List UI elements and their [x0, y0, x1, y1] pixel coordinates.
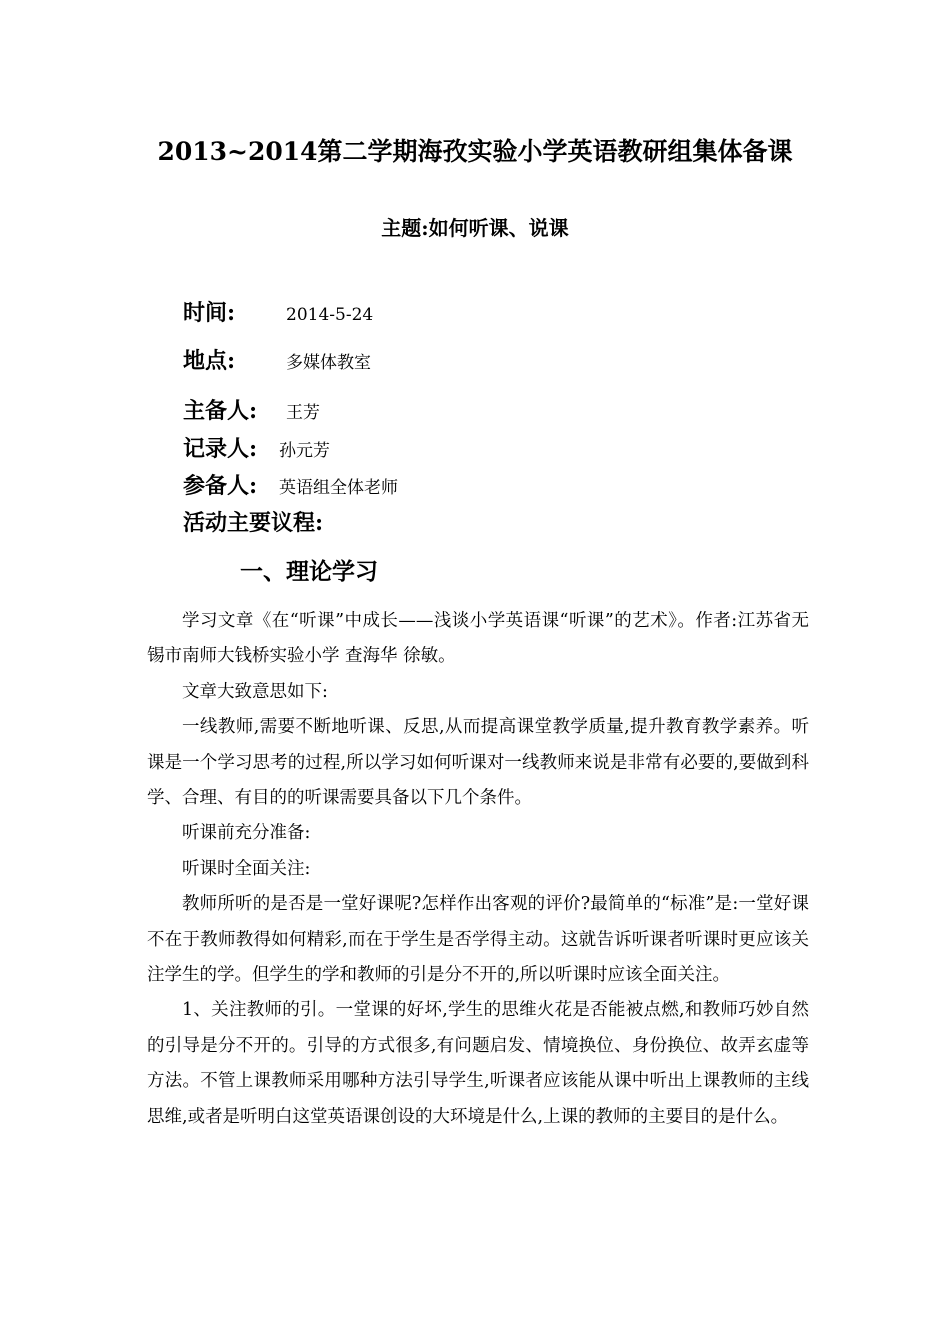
meta-place-row: [183, 344, 371, 375]
meta-recorder-row: [183, 432, 330, 463]
meta-recorder-label: 记录人:: [183, 436, 258, 462]
meta-host-value: 王芳: [286, 403, 320, 423]
agenda-heading: 活动主要议程:: [183, 510, 324, 536]
meta-time-value: 2014-5-24: [286, 305, 374, 325]
meta-time-label: 时间:: [183, 300, 236, 326]
section-heading: 一、理论学习: [240, 558, 378, 585]
document-subtitle: 主题:如何听课、说课: [381, 216, 569, 240]
meta-host-row: [183, 394, 320, 425]
paragraph: 学习文章《在“听课”中成长——浅谈小学英语课“听课”的艺术》。作者:江苏省无锡市南师大钱桥实验小学 查海华 徐敏。: [147, 611, 809, 667]
meta-participants-row: [183, 469, 398, 500]
meta-time-row: [183, 296, 373, 327]
meta-recorder-value: 孙元芳: [279, 441, 330, 461]
paragraph: 教师所听的是否是一堂好课呢?怎样作出客观的评价?最简单的“标准”是:一堂好课不在于教师教得如何精彩,而在于学生是否学得主动。这就告诉听课者听课时更应该关注学生的学。但学生的学和教师的引是分不开的,所以听课时应该全面关注。: [147, 894, 809, 986]
meta-place-value: 多媒体教室: [286, 353, 371, 373]
paragraph: 听课前充分准备:: [182, 823, 311, 844]
meta-host-label: 主备人:: [183, 398, 258, 424]
meta-place-label: 地点:: [183, 348, 236, 374]
paragraph: 1、关注教师的引。一堂课的好坏,学生的思维火花是否能被点燃,和教师巧妙自然的引导是分不开的。引导的方式很多,有问题启发、情境换位、身份换位、故弄玄虚等方法。不管上课教师采用哪种方法引导学生,听课者应该能从课中听出上课教师的主线思维,或者是听明白这堂英语课创设的大环境是什么,上课的教师的主要目的是什么。: [147, 1000, 809, 1127]
paragraph: 听课时全面关注:: [182, 858, 311, 879]
meta-participants-value: 英语组全体老师: [279, 478, 398, 498]
meta-participants-label: 参备人:: [183, 473, 258, 499]
paragraph: 文章大致意思如下:: [182, 681, 328, 702]
paragraph: 一线教师,需要不断地听课、反思,从而提高课堂教学质量,提升教育教学素养。听课是一个学习思考的过程,所以学习如何听课对一线教师来说是非常有必要的,要做到科学、合理、有目的的听课需要具备以下几个条件。: [147, 717, 809, 809]
document-title: 2013~2014第二学期海孜实验小学英语教研组集体备课: [157, 137, 793, 166]
body-text: [147, 604, 809, 1135]
